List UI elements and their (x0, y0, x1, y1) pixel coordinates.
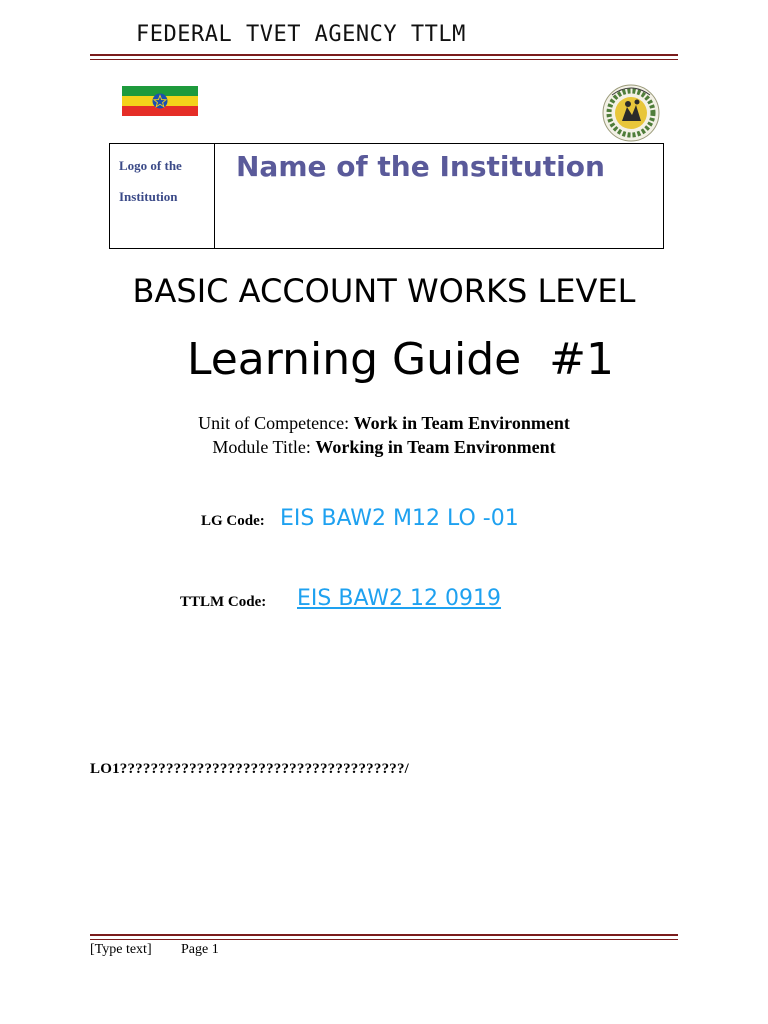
unit-value: Work in Team Environment (353, 413, 570, 433)
ttlm-code-label: TTLM Code: (180, 594, 267, 610)
logo-label-line1: Logo of the (119, 158, 182, 173)
learning-guide-title: Learning Guide #1 (187, 334, 615, 385)
institution-logo-box (109, 143, 664, 249)
ethiopia-flag-icon (122, 86, 198, 116)
unit-of-competence (0, 413, 768, 434)
learning-outcome-line: LO1?????????????????????????????????????/ (90, 761, 410, 777)
footer-rule-thick (90, 934, 678, 936)
footer-rule-thin (90, 939, 678, 940)
header-title: FEDERAL TVET AGENCY TTLM (136, 22, 466, 47)
unit-label: Unit of Competence: (198, 413, 354, 433)
logo-label-line2: Institution (119, 189, 178, 204)
module-label: Module Title: (212, 437, 316, 457)
lg-code-value: EIS BAW2 M12 LO -01 (280, 506, 519, 531)
institution-name: Name of the Institution (236, 150, 605, 183)
ttlm-code-link[interactable]: EIS BAW2 12 0919 (297, 586, 502, 611)
header-rule-thick (90, 54, 678, 56)
main-title: BASIC ACCOUNT WORKS LEVEL (132, 272, 636, 310)
header-rule-thin (90, 59, 678, 60)
lg-code-label: LG Code: (201, 513, 265, 529)
footer-page-number: Page 1 (181, 942, 219, 957)
module-value: Working in Team Environment (315, 437, 556, 457)
institution-logo-placeholder (110, 144, 215, 248)
agency-seal-icon (598, 83, 664, 143)
footer-type-text: [Type text] (90, 942, 152, 957)
module-title (0, 437, 768, 458)
